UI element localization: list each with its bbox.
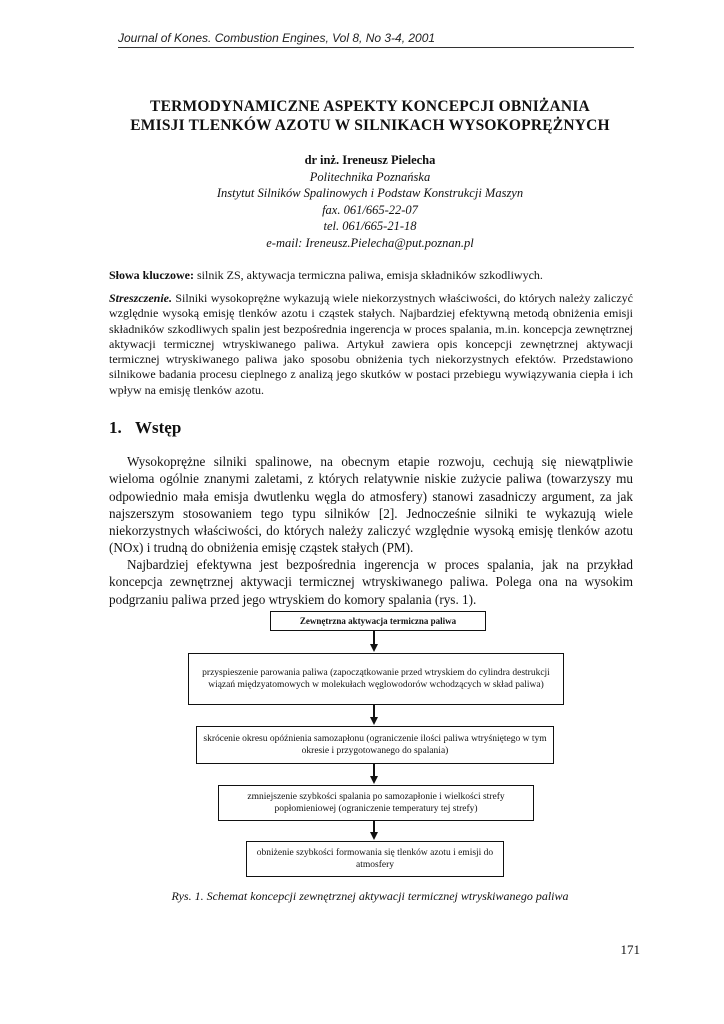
paragraph-2: Najbardziej efektywna jest bezpośrednia ingerencja w proces spalania, jak na przykład koncepcja zewnętrznej aktywacji termicznej wtryskiwanego paliwa. Polega ona na wysokim podgrzaniu paliwa przed jego wtryskiem do komory spalania (rys. 1). bbox=[109, 557, 633, 607]
abstract-text: Silniki wysokoprężne wykazują wiele niekorzystnych właściwości, do których należy zaliczyć względnie wysoką emisję tlenków azotu i cząstek stałych. Najbardziej efektywną metodą obniżenia emisji składników szkodliwych spalin jest bezpośrednia ingerencja w proces spalania, m.in. koncepcja zewnętrznej aktywacji termicznej wtryskiwanego paliwa. Artykuł zawiera opis koncepcji zewnętrznej aktywacji termicznej wtryskiwanego paliwa jako sposobu obniżenia tych niekorzystnych efektów. Przedstawiono silnikowe badania procesu cieplnego z analizą jego skutków w postaci przebiegu wywiązywania ciepła i ich wpływ na emisję tlenków azotu. bbox=[109, 291, 633, 397]
diagram-box-3: skrócenie okresu opóźnienia samozapłonu (ograniczenie ilości paliwa wtryśniętego w tym okresie i przygotowanego do spalania) bbox=[196, 726, 554, 764]
author-affiliation-university: Politechnika Poznańska bbox=[309, 169, 431, 184]
author-email: e-mail: Ireneusz.Pielecha@put.poznan.pl bbox=[266, 235, 474, 250]
diagram-box-5: obniżenie szybkości formowania się tlenków azotu i emisji do atmosfery bbox=[246, 841, 504, 877]
diagram-arrow-1 bbox=[370, 644, 378, 652]
journal-header: Journal of Kones. Combustion Engines, Vol 8, No 3-4, 2001 bbox=[118, 31, 634, 48]
diagram-box-2: przyspieszenie parowania paliwa (zapoczątkowanie przed wtryskiem do cylindra destrukcji wiązań międzyatomowych w molekułach węglowodorów wchodzących w skład paliwa) bbox=[188, 653, 564, 705]
diagram-arrow-3 bbox=[370, 776, 378, 784]
title-line-2: EMISJI TLENKÓW AZOTU W SILNIKACH WYSOKOPRĘŻNYCH bbox=[130, 117, 610, 134]
section-number: 1. bbox=[109, 418, 122, 437]
abstract-label: Streszczenie. bbox=[109, 291, 172, 305]
author-affiliation-institute: Instytut Silników Spalinowych i Podstaw Konstrukcji Maszyn bbox=[216, 186, 524, 200]
section-title: Wstęp bbox=[135, 418, 182, 437]
keywords-text: silnik ZS, aktywacja termiczna paliwa, emisja składników szkodliwych. bbox=[194, 268, 543, 282]
diagram-arrow-4 bbox=[370, 832, 378, 840]
author-tel: tel. 061/665-21-18 bbox=[323, 219, 417, 233]
title-line-1: TERMODYNAMICZNE ASPEKTY KONCEPCJI OBNIŻANIA bbox=[150, 98, 590, 115]
diagram-connector-1 bbox=[373, 631, 375, 645]
diagram-arrow-2 bbox=[370, 717, 378, 725]
keywords-label: Słowa kluczowe: bbox=[109, 268, 194, 282]
figure-caption: Rys. 1. Schemat koncepcji zewnętrznej aktywacji termicznej wtryskiwanego paliwa bbox=[171, 889, 569, 903]
page-number: 171 bbox=[620, 942, 640, 957]
author-name: dr inż. Ireneusz Pielecha bbox=[304, 153, 436, 167]
paragraph-1: Wysokoprężne silniki spalinowe, na obecnym etapie rozwoju, cechują się niewątpliwie wieloma ogólnie znanymi zaletami, z których relatywnie niskie zużycie paliwa (towarzyszy mu odpowiednio mała emisja dwutlenku węgla do atmosfery) stanowi zasadniczy argument, za jak najszerszym stosowaniem tego typu silników [2]. Jednocześnie silniki te wykazują wiele niekorzystnych właściwości, do których należy zaliczyć względnie wysoką emisję tlenków azotu (NOx) i trudną do obniżenia emisję cząstek stałych (PM). bbox=[109, 454, 633, 556]
diagram-box-4: zmniejszenie szybkości spalania po samozapłonie i wielkości strefy popłomieniowej (ograniczenie temperatury tej strefy) bbox=[218, 785, 534, 821]
author-fax: fax. 061/665-22-07 bbox=[322, 202, 418, 217]
diagram-box-1: Zewnętrzna aktywacja termiczna paliwa bbox=[270, 611, 486, 631]
